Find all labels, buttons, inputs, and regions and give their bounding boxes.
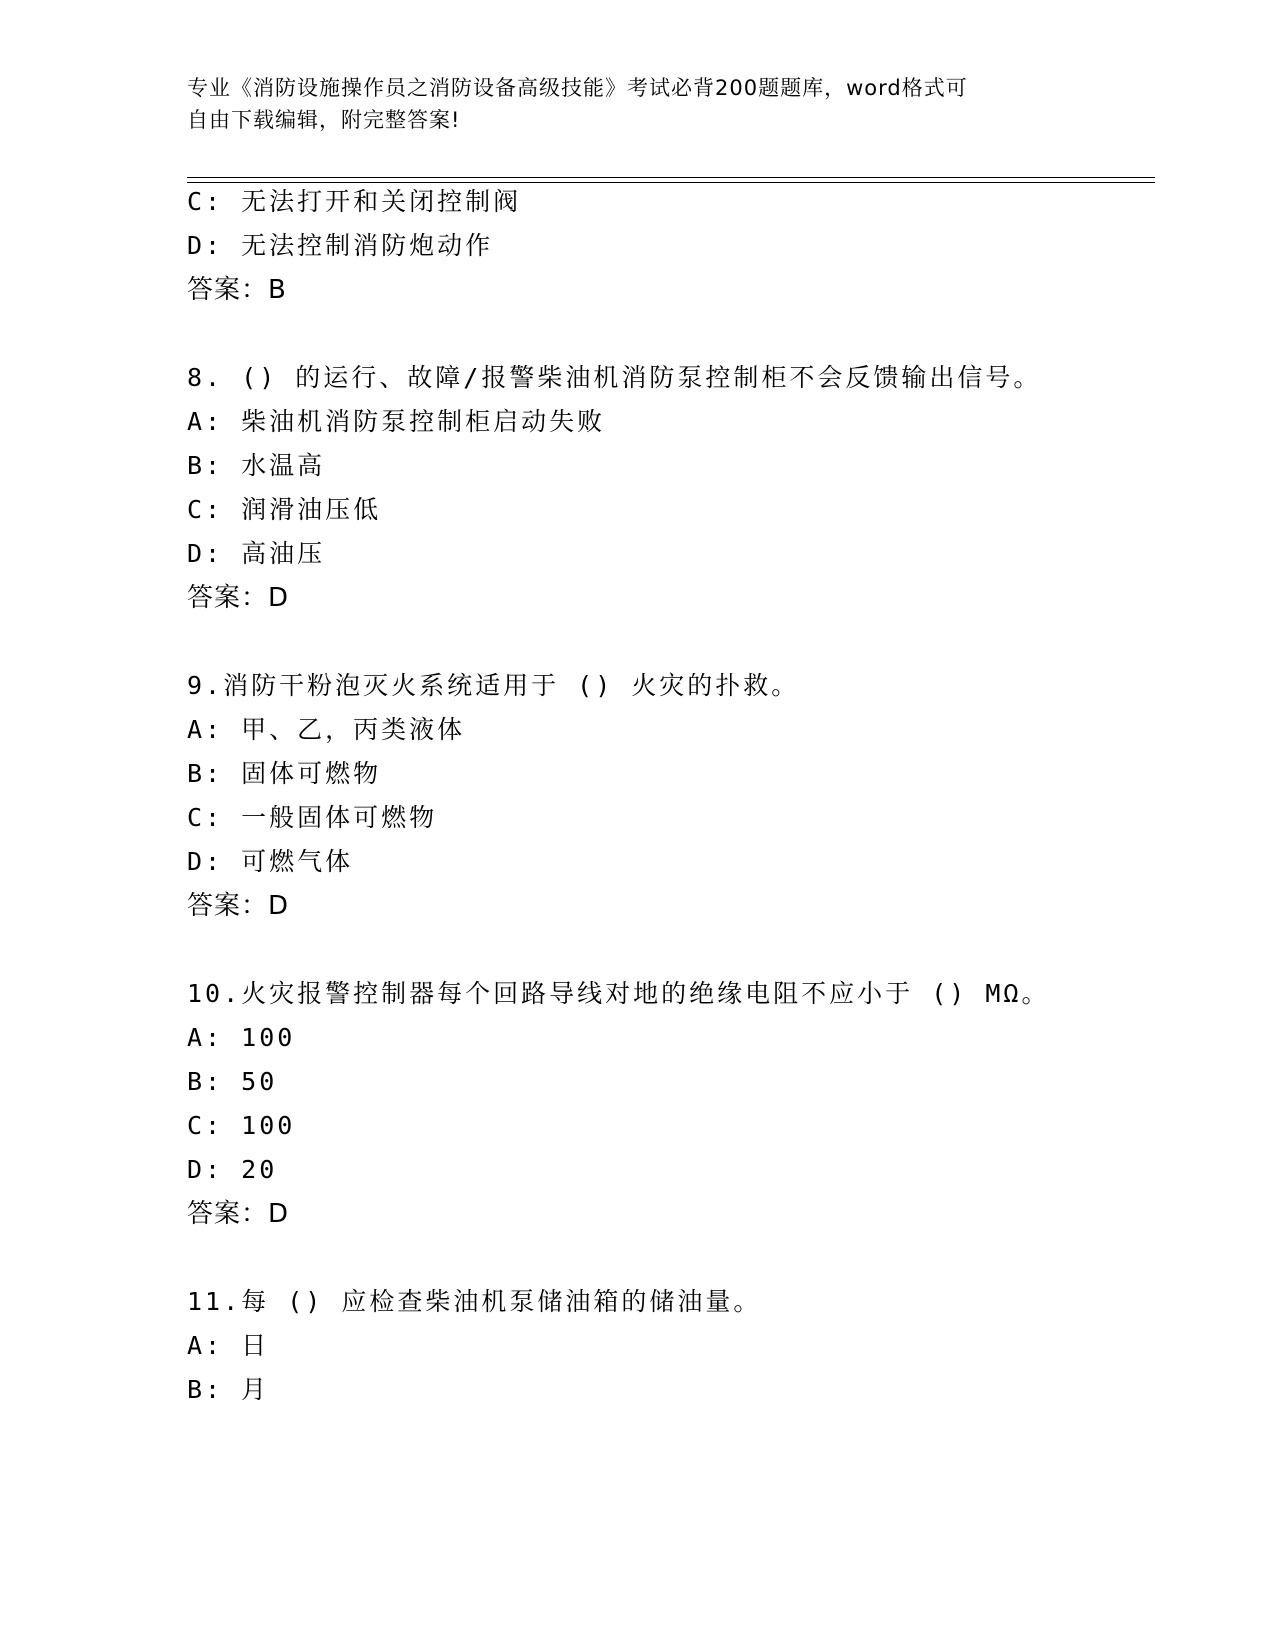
question-11-text: 11.每 () 应检查柴油机泵储油箱的储油量。 <box>187 1287 762 1316</box>
document-header <box>187 72 1067 136</box>
question-10-option-b: B: 50 <box>187 1067 278 1096</box>
question-8-option-b: B: 水温高 <box>187 451 326 480</box>
question-10-option-d: D: 20 <box>187 1155 278 1184</box>
question-9-option-d: D: 可燃气体 <box>187 847 354 876</box>
prev-option-c: C: 无法打开和关闭控制阀 <box>187 187 522 216</box>
question-9-option-c: C: 一般固体可燃物 <box>187 803 438 832</box>
header-divider-top <box>187 177 1155 178</box>
question-11-option-a: A: 日 <box>187 1331 270 1360</box>
header-line-2: 自由下载编辑，附完整答案! <box>187 108 461 132</box>
question-9-option-a: A: 甲、乙，丙类液体 <box>187 715 466 744</box>
question-8-option-c: C: 润滑油压低 <box>187 495 382 524</box>
question-8-option-a: A: 柴油机消防泵控制柜启动失败 <box>187 407 606 436</box>
question-9-text: 9.消防干粉泡灭火系统适用于 () 火灾的扑救。 <box>187 671 800 700</box>
question-8-text: 8. () 的运行、故障/报警柴油机消防泵控制柜不会反馈输出信号。 <box>187 363 1042 392</box>
question-11-option-b: B: 月 <box>187 1375 270 1404</box>
header-divider-bottom <box>187 182 1155 183</box>
question-9-answer: 答案：D <box>187 891 290 921</box>
question-10-text: 10.火灾报警控制器每个回路导线对地的绝缘电阻不应小于 () MΩ。 <box>187 979 1050 1008</box>
question-10-answer: 答案：D <box>187 1199 290 1229</box>
question-8-answer: 答案：D <box>187 583 290 613</box>
question-8-option-d: D: 高油压 <box>187 539 326 568</box>
question-10-option-c: C: 100 <box>187 1111 296 1140</box>
question-9-option-b: B: 固体可燃物 <box>187 759 382 788</box>
header-line-1: 专业《消防设施操作员之消防设备高级技能》考试必背200题题库，word格式可 <box>187 76 968 100</box>
prev-option-d: D: 无法控制消防炮动作 <box>187 231 494 260</box>
prev-answer: 答案：B <box>187 275 287 305</box>
question-10-option-a: A: 100 <box>187 1023 296 1052</box>
